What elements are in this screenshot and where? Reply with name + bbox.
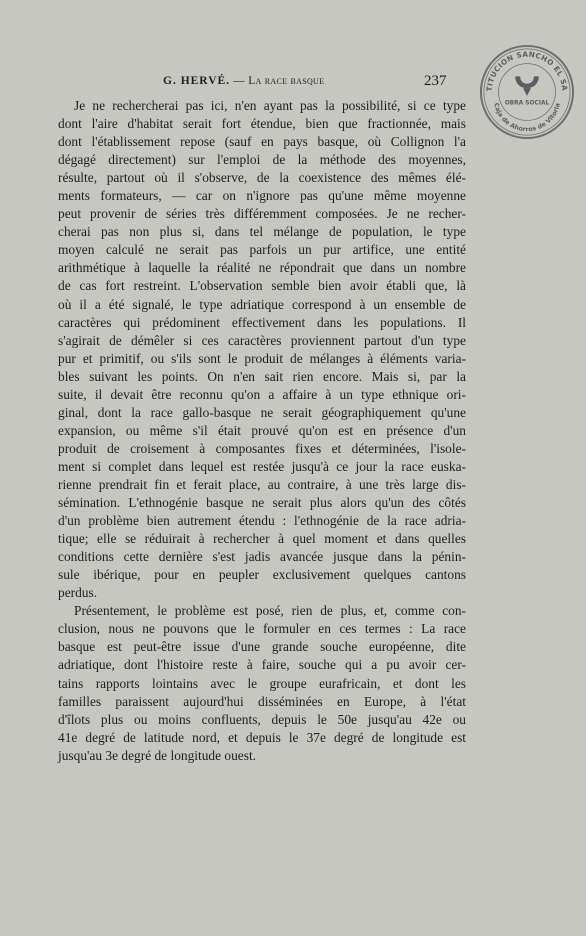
- page-number: 237: [424, 73, 447, 89]
- running-head-author: G. HERVÉ.: [163, 75, 231, 87]
- running-head-separator: —: [230, 75, 249, 87]
- text-line: bles suivant les points. On n'en sait rien encore. Mais si, par la: [58, 368, 466, 384]
- text-line: sémination. L'ethnogénie basque ne serait plus alors qu'un des côtés: [58, 495, 466, 511]
- text-line: arithmétique à laquelle la réalité ne répondrait que dans un nombre: [58, 260, 466, 276]
- library-stamp-seal: [478, 43, 576, 141]
- text-line: clusion, nous ne pouvons que le formuler en ces termes : La race: [58, 621, 466, 637]
- text-line: expansion, ou même s'il était prouvé qu'on est en présence d'un: [58, 422, 466, 438]
- text-line: basque est peut-être issue d'une grande souche européenne, dite: [58, 639, 466, 655]
- paragraph: [58, 602, 466, 764]
- running-head: [163, 75, 324, 87]
- text-line: jusqu'au 3e degré de longitude ouest.: [58, 747, 257, 763]
- text-line: cherai pas non plus si, dans tel mélange de population, le type: [58, 224, 466, 240]
- text-line: suite, il devait être reconnu qu'on a affaire à un type ethnique ori-: [58, 386, 466, 402]
- text-line: résulte, partout où il s'observe, de la coexistence des mêmes élé-: [58, 170, 466, 186]
- text-line: conditions cette dernière s'est jadis avancée jusque dans la pénin-: [58, 549, 466, 565]
- text-line: dont l'établissement repose (sauf en pays basque, où Collignon l'a: [58, 134, 466, 150]
- library-stamp: [478, 43, 576, 141]
- text-line: caractères qui prédominent effectivement dans les populations. Il: [58, 314, 466, 330]
- text-line: tique; elle se réduirait à rechercher à quel moment et dans quelles: [58, 531, 466, 547]
- text-line: produit de croisement à composantes fixes et déterminées, l'isole-: [58, 440, 466, 456]
- text-line: moyen calculé ne serait pas parfois un pur artifice, une entité: [58, 242, 466, 258]
- text-line: d'un problème bien autrement étendu : l'ethnogénie de la race adria-: [58, 513, 466, 529]
- svg-text:OBRA SOCIAL: OBRA SOCIAL: [504, 100, 550, 107]
- text-line: d'îlots plus ou moins confluents, depuis le 50e jusqu'au 42e ou: [58, 711, 466, 727]
- text-line: sule ibérique, pour en peupler exclusivement quelques cantons: [58, 567, 466, 583]
- text-line: peut provenir de séries très différemment composées. Je ne recher-: [58, 206, 466, 222]
- paragraph: [58, 97, 466, 602]
- svg-text:Caja de Ahorros de Vitoria: Caja de Ahorros de Vitoria: [492, 102, 562, 134]
- text-line: de cas fort restreint. L'observation semble bien avoir établi que, là: [58, 278, 466, 294]
- text-line: dégagé directement) sur l'emploi de la méthode des moyennes,: [58, 152, 466, 168]
- text-line: adriatique, dont l'histoire reste à faire, souche qui a pu avoir cer-: [58, 657, 466, 673]
- text-line: ginal, dont la race gallo-basque ne serait géographiquement qu'une: [58, 404, 466, 420]
- text-line: Je ne rechercherai pas ici, n'en ayant pas la possibilité, si ce type: [74, 98, 466, 113]
- text-line: tains rapports lointains avec le groupe eurafricain, et dont les: [58, 675, 466, 691]
- text-line: Présentement, le problème est posé, rien de plus, et, comme con-: [74, 603, 466, 619]
- svg-text:INSTITUCION SANCHO EL SABIO: TITUCION SANCHO EL SA: [484, 49, 570, 92]
- text-line: dont l'aire d'habitat serait fort étendue, bien que fractionnée, mais: [58, 116, 466, 132]
- text-line: où il a été signalé, le type adriatique correspond à un ensemble de: [58, 296, 466, 312]
- text-line: ment si complet dans lequel est restée jusqu'à ce jour la race euska-: [58, 458, 466, 474]
- text-line: 41e degré de latitude nord, et depuis le 37e degré de longitude est: [58, 729, 466, 745]
- page-header: [58, 73, 458, 91]
- text-line: rienne prendrait fin et ferait place, au contraire, à une très large dis-: [58, 476, 466, 492]
- text-line: perdus.: [58, 585, 98, 601]
- text-line: ments formateurs, — car on n'ignore pas qu'une même moyenne: [58, 188, 466, 204]
- text-line: pur et primitif, ou s'ils sont le produit de mélanges à éléments varia-: [58, 350, 466, 366]
- body-text: [58, 97, 466, 765]
- text-line: familles paraissent aujourd'hui disséminées en Europe, à l'état: [58, 693, 466, 709]
- running-head-title: La race basque: [248, 75, 325, 87]
- text-line: s'agirait de démêler si ces caractères proviennent partout d'un type: [58, 332, 466, 348]
